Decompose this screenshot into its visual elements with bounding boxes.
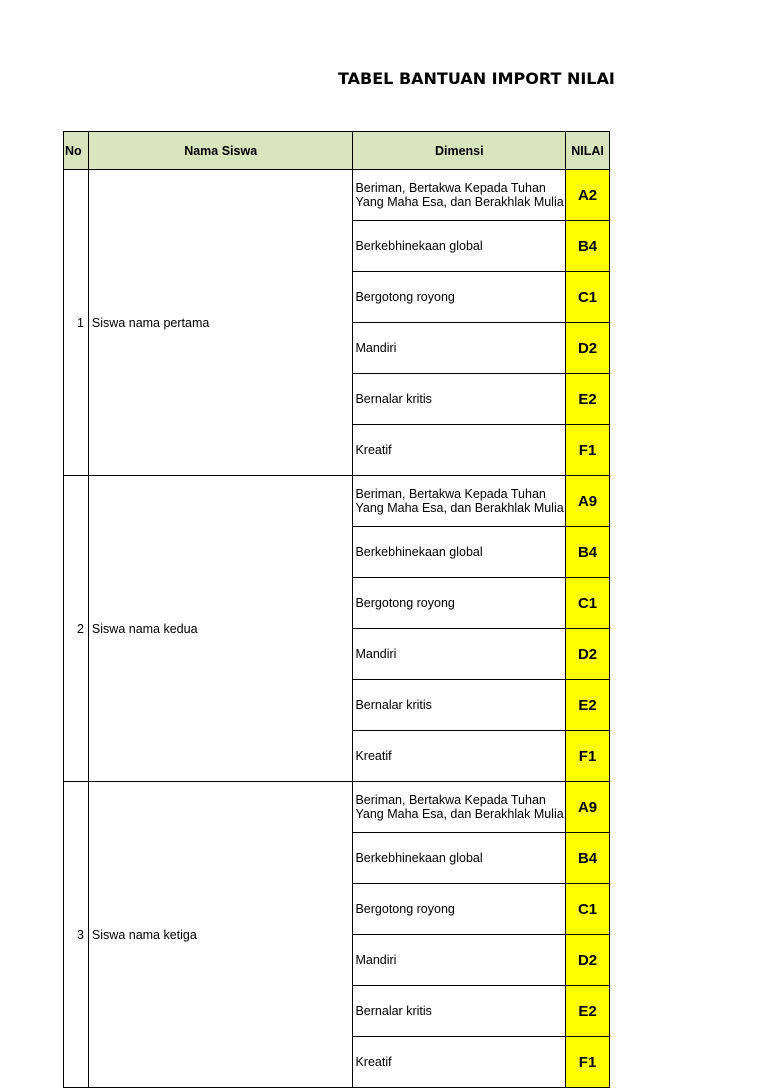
nilai-cell[interactable]: F1 xyxy=(566,1037,610,1088)
dimensi-cell[interactable]: Bergotong royong xyxy=(353,884,566,935)
nilai-cell[interactable]: B4 xyxy=(566,527,610,578)
student-number-cell[interactable]: 2 xyxy=(64,476,89,782)
dimensi-cell[interactable]: Kreatif xyxy=(353,425,566,476)
table-row xyxy=(64,476,610,527)
dimensi-cell[interactable]: Kreatif xyxy=(353,1037,566,1088)
header-no: No xyxy=(64,132,89,170)
nilai-cell[interactable]: B4 xyxy=(566,833,610,884)
nilai-cell[interactable]: C1 xyxy=(566,272,610,323)
dimensi-cell[interactable]: Beriman, Bertakwa Kepada Tuhan Yang Maha Esa, dan Berakhlak Mulia xyxy=(353,476,566,527)
table-body xyxy=(64,170,610,1088)
dimensi-cell[interactable]: Mandiri xyxy=(353,935,566,986)
nilai-cell[interactable]: B4 xyxy=(566,221,610,272)
dimensi-cell[interactable]: Berkebhinekaan global xyxy=(353,833,566,884)
student-name-cell[interactable]: Siswa nama ketiga xyxy=(88,782,353,1088)
nilai-cell[interactable]: D2 xyxy=(566,323,610,374)
dimensi-cell[interactable]: Berkebhinekaan global xyxy=(353,221,566,272)
header-dimensi: Dimensi xyxy=(353,132,566,170)
dimensi-cell[interactable]: Kreatif xyxy=(353,731,566,782)
nilai-cell[interactable]: A2 xyxy=(566,170,610,221)
nilai-cell[interactable]: C1 xyxy=(566,884,610,935)
nilai-cell[interactable]: E2 xyxy=(566,986,610,1037)
student-name-cell[interactable]: Siswa nama pertama xyxy=(88,170,353,476)
nilai-cell[interactable]: E2 xyxy=(566,680,610,731)
nilai-cell[interactable]: D2 xyxy=(566,935,610,986)
dimensi-cell[interactable]: Bergotong royong xyxy=(353,578,566,629)
header-nilai: NILAI xyxy=(566,132,610,170)
nilai-table xyxy=(63,131,610,1088)
dimensi-cell[interactable]: Bernalar kritis xyxy=(353,374,566,425)
table-row xyxy=(64,782,610,833)
dimensi-cell[interactable]: Berkebhinekaan global xyxy=(353,527,566,578)
nilai-cell[interactable]: F1 xyxy=(566,731,610,782)
nilai-cell[interactable]: A9 xyxy=(566,782,610,833)
nilai-cell[interactable]: D2 xyxy=(566,629,610,680)
nilai-cell[interactable]: C1 xyxy=(566,578,610,629)
dimensi-cell[interactable]: Bergotong royong xyxy=(353,272,566,323)
nilai-cell[interactable]: E2 xyxy=(566,374,610,425)
page-title: TABEL BANTUAN IMPORT NILAI xyxy=(338,69,615,88)
student-number-cell[interactable]: 1 xyxy=(64,170,89,476)
nilai-cell[interactable]: A9 xyxy=(566,476,610,527)
dimensi-cell[interactable]: Bernalar kritis xyxy=(353,986,566,1037)
nilai-cell[interactable]: F1 xyxy=(566,425,610,476)
dimensi-cell[interactable]: Bernalar kritis xyxy=(353,680,566,731)
dimensi-cell[interactable]: Beriman, Bertakwa Kepada Tuhan Yang Maha Esa, dan Berakhlak Mulia xyxy=(353,170,566,221)
header-nama-siswa: Nama Siswa xyxy=(88,132,353,170)
student-number-cell[interactable]: 3 xyxy=(64,782,89,1088)
dimensi-cell[interactable]: Mandiri xyxy=(353,629,566,680)
student-name-cell[interactable]: Siswa nama kedua xyxy=(88,476,353,782)
table-header-row xyxy=(64,132,610,170)
dimensi-cell[interactable]: Beriman, Bertakwa Kepada Tuhan Yang Maha Esa, dan Berakhlak Mulia xyxy=(353,782,566,833)
table-row xyxy=(64,170,610,221)
dimensi-cell[interactable]: Mandiri xyxy=(353,323,566,374)
